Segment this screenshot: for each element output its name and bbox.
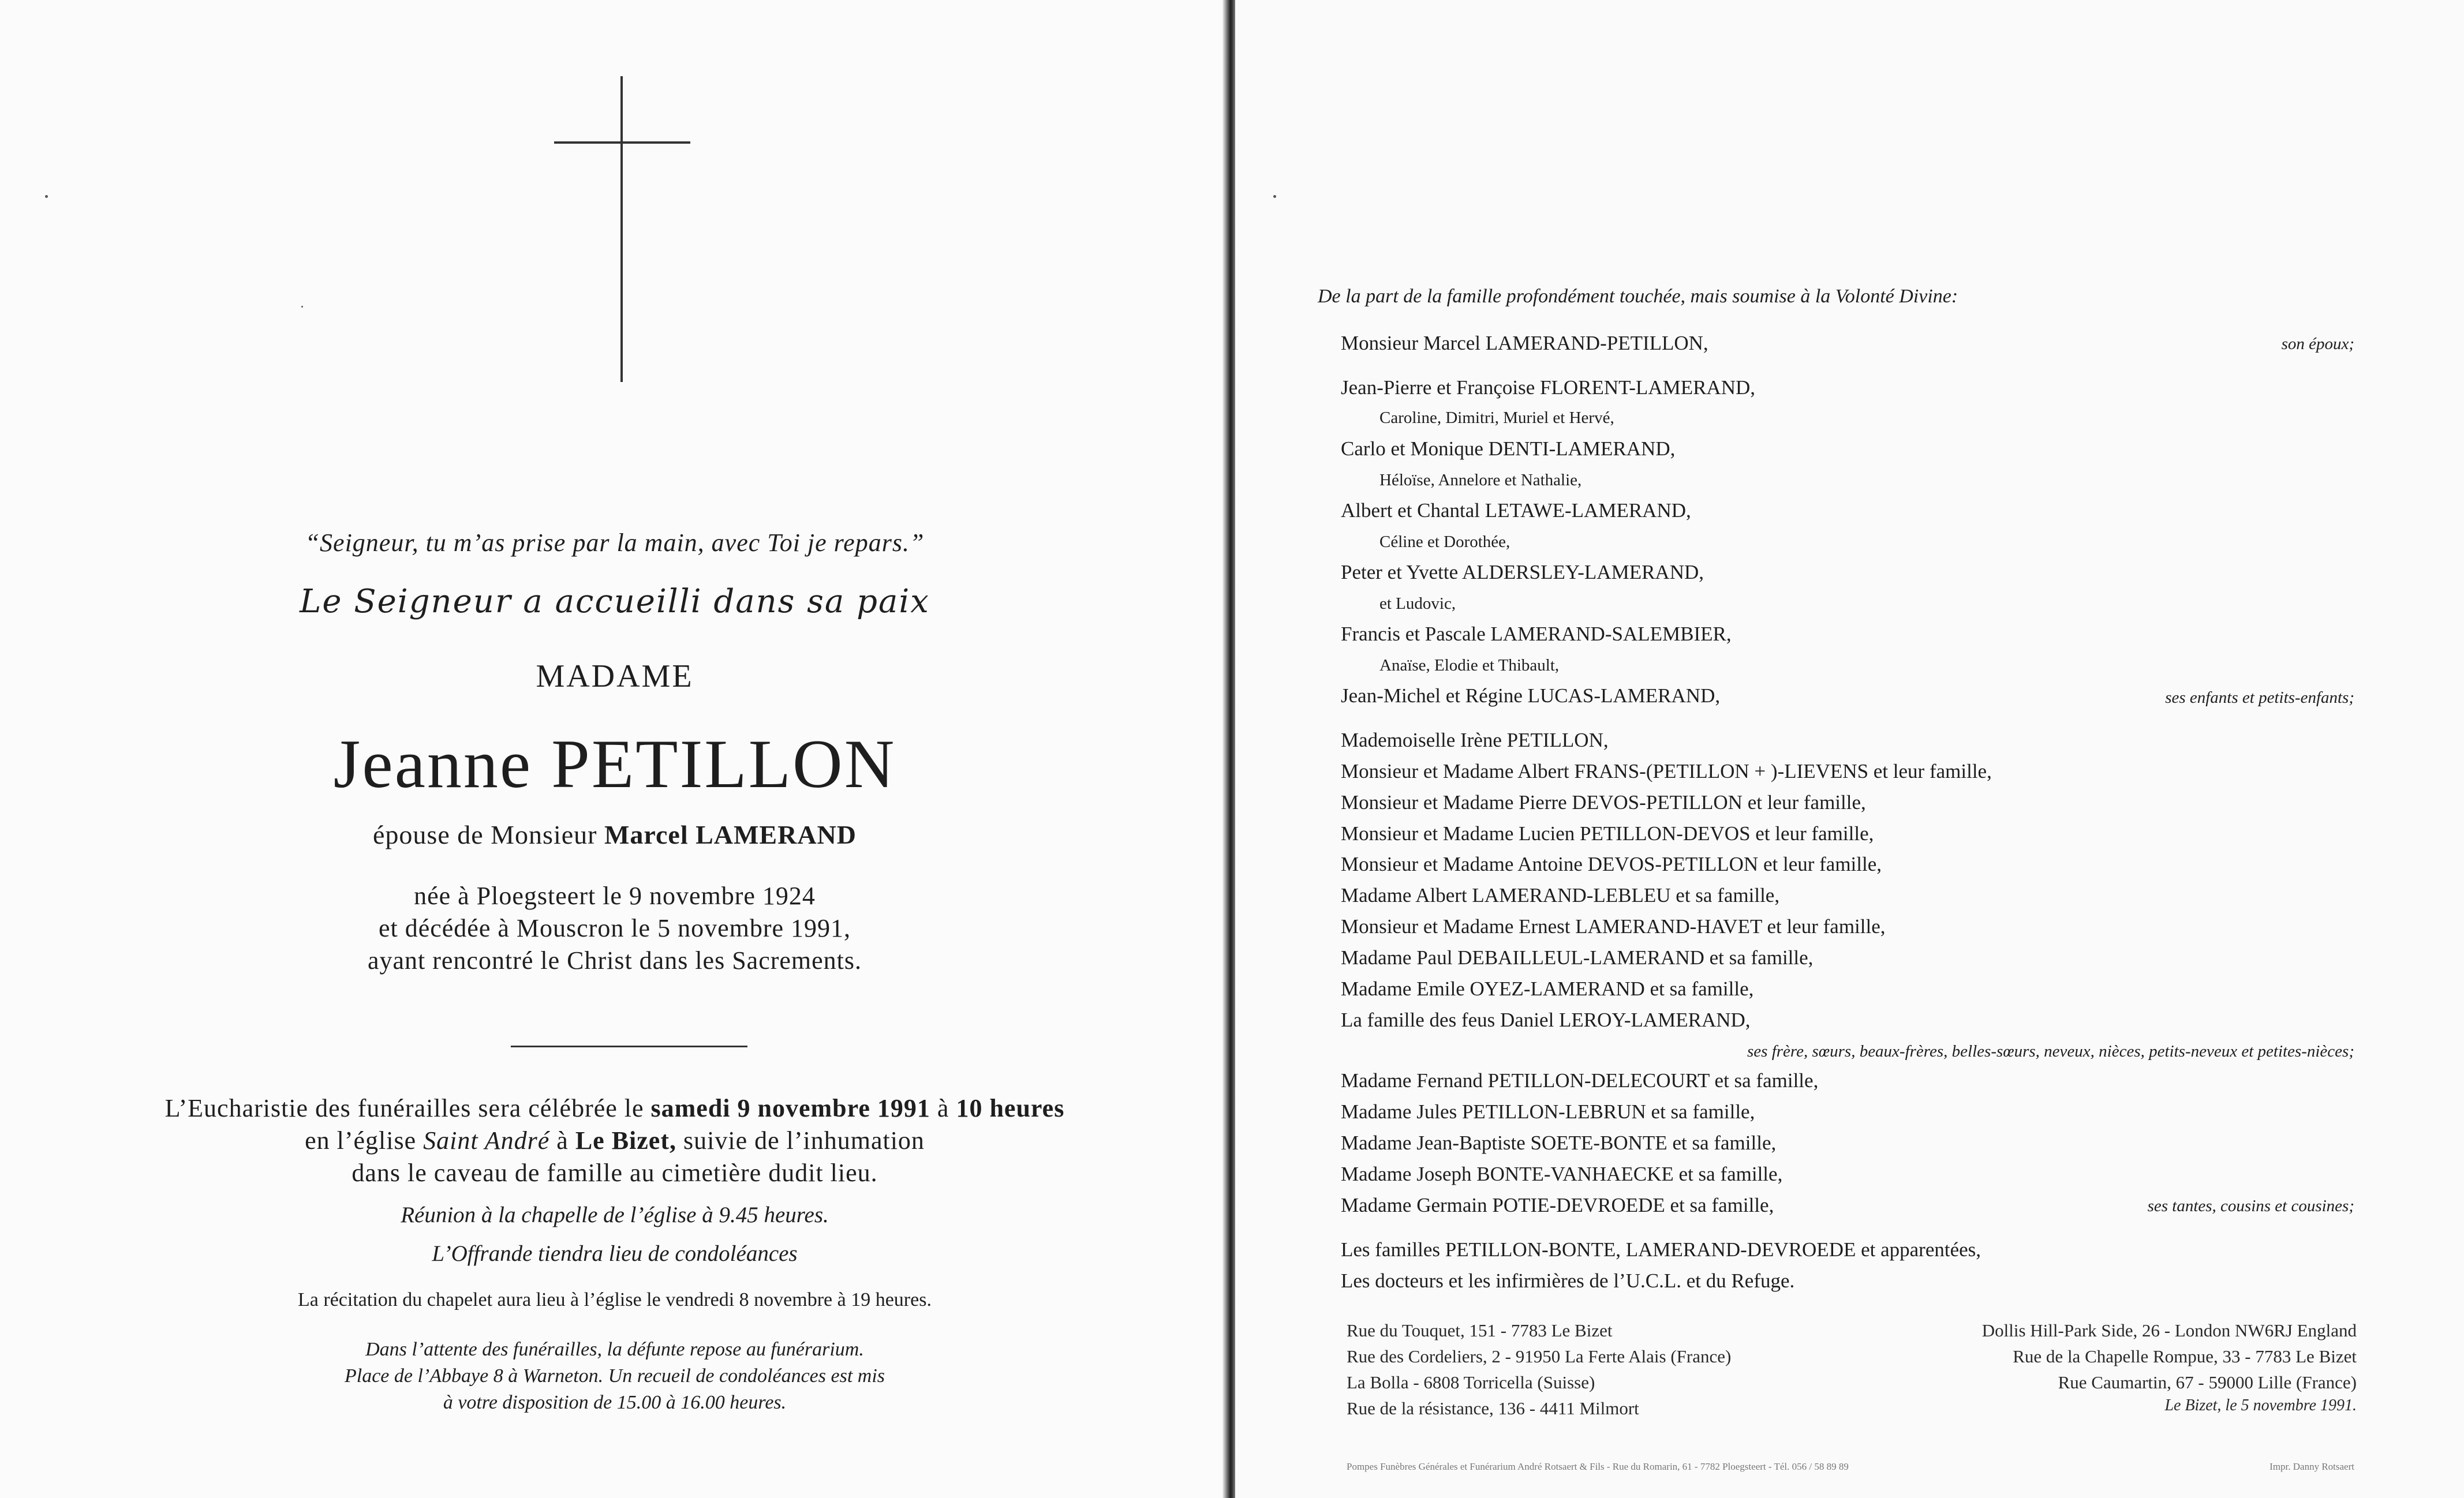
aunt-entry: Madame Fernand PETILLON-DELECOURT et sa famille, xyxy=(1341,1069,1819,1092)
child-couple: Jean-Michel et Régine LUCAS-LAMERAND, xyxy=(1341,684,1721,707)
speck xyxy=(301,306,303,308)
spouse-entry: Monsieur Marcel LAMERAND-PETILLON, xyxy=(1341,332,1708,354)
aunts-relation: ses tantes, cousins et cousines; xyxy=(2147,1197,2354,1215)
child-couple: Carlo et Monique DENTI-LAMERAND, xyxy=(1341,437,1676,460)
address: Dollis Hill-Park Side, 26 - London NW6RJ England xyxy=(1981,1320,2357,1340)
child-couple: Jean-Pierre et Françoise FLORENT-LAMERAND, xyxy=(1341,376,1756,399)
text: L’Eucharistie des funérailles sera célébrée le xyxy=(164,1094,651,1122)
divider xyxy=(511,1046,747,1047)
address: La Bolla - 6808 Torricella (Suisse) xyxy=(1347,1372,1595,1392)
address: Rue de la Chapelle Rompue, 33 - 7783 Le Bizet xyxy=(2013,1346,2357,1366)
sibling-entry: Monsieur et Madame Ernest LAMERAND-HAVET et leur famille, xyxy=(1341,915,1886,938)
bio-block xyxy=(0,880,1229,977)
text: à xyxy=(549,1126,575,1155)
church: Saint André xyxy=(423,1126,550,1155)
spouse-prefix: épouse de Monsieur xyxy=(373,820,604,849)
euch-line3: dans le caveau de famille au cimetière dudit lieu. xyxy=(352,1159,878,1187)
sibling-entry: Madame Paul DEBAILLEUL-LAMERAND et sa famille, xyxy=(1341,946,1814,969)
deceased-name: Jeanne PETILLON xyxy=(333,725,896,802)
grandchildren: Anaïse, Elodie et Thibault, xyxy=(1379,656,1560,675)
sibling-entry: Mademoiselle Irène PETILLON, xyxy=(1341,729,1609,751)
sibling-entry: Monsieur et Madame Albert FRANS-(PETILLON + )-LIEVENS et leur famille, xyxy=(1341,760,1992,782)
spouse-line xyxy=(0,819,1229,850)
place-date: Le Bizet, le 5 novembre 1991. xyxy=(2164,1396,2357,1414)
place: Le Bizet, xyxy=(575,1126,676,1155)
sibling-entry: La famille des feus Daniel LEROY-LAMERAND, xyxy=(1341,1009,1751,1031)
aunt-entry: Madame Jean-Baptiste SOETE-BONTE et sa famille, xyxy=(1341,1132,1777,1154)
chapelet: La récitation du chapelet aura lieu à l’église le vendredi 8 novembre à 19 heures. xyxy=(298,1289,932,1310)
other-entry: Les familles PETILLON-BONTE, LAMERAND-DEVROEDE et apparentées, xyxy=(1341,1238,1981,1261)
reunion: Réunion à la chapelle de l’église à 9.45 heures. xyxy=(401,1203,829,1227)
spouse-relation: son époux; xyxy=(2281,335,2354,353)
sibling-entry: Madame Albert LAMERAND-LEBLEU et sa famille, xyxy=(1341,884,1780,907)
children-relation: ses enfants et petits-enfants; xyxy=(2165,688,2354,707)
sibling-entry: Monsieur et Madame Lucien PETILLON-DEVOS et leur famille, xyxy=(1341,822,1874,845)
madame-title: MADAME xyxy=(536,658,694,694)
child-couple: Albert et Chantal LETAWE-LAMERAND, xyxy=(1341,499,1691,522)
aunt-entry: Madame Jules PETILLON-LEBRUN et sa famille, xyxy=(1341,1100,1755,1123)
address: Rue Caumartin, 67 - 59000 Lille (France) xyxy=(2058,1372,2357,1392)
text: à xyxy=(930,1094,956,1122)
eucharistie-block xyxy=(0,1092,1229,1189)
grandchildren: Céline et Dorothée, xyxy=(1379,533,1510,551)
bio-line: née à Ploegsteert le 9 novembre 1924 xyxy=(414,882,816,910)
child-couple: Peter et Yvette ALDERSLEY-LAMERAND, xyxy=(1341,561,1704,583)
aunt-entry: Madame Joseph BONTE-VANHAECKE et sa famille, xyxy=(1341,1163,1783,1185)
quote: “Seigneur, tu m’as prise par la main, avec Toi je repars.” xyxy=(305,529,925,557)
attente-line: à votre disposition de 15.00 à 16.00 heures. xyxy=(443,1392,787,1413)
sibling-entry: Monsieur et Madame Antoine DEVOS-PETILLON et leur famille, xyxy=(1341,853,1882,875)
offrande: L’Offrande tiendra lieu de condoléances xyxy=(432,1241,798,1266)
left-page xyxy=(0,0,1229,1498)
address: Rue de la résistance, 136 - 4411 Milmort xyxy=(1347,1398,1639,1418)
text: suivie de l’inhumation xyxy=(676,1126,925,1155)
text: en l’église xyxy=(305,1126,424,1155)
cross-icon-bar xyxy=(554,141,690,144)
script-line: Le Seigneur a accueilli dans sa paix xyxy=(300,583,930,620)
grandchildren: Héloïse, Annelore et Nathalie, xyxy=(1379,471,1582,489)
bio-line: et décédée à Mouscron le 5 novembre 1991, xyxy=(378,914,851,942)
other-entry: Les docteurs et les infirmières de l’U.C.L. et du Refuge. xyxy=(1341,1269,1795,1292)
date: samedi 9 novembre 1991 xyxy=(650,1094,930,1122)
address: Rue des Cordeliers, 2 - 91950 La Ferte Alais (France) xyxy=(1347,1346,1732,1366)
siblings-relation: ses frère, sœurs, beaux-frères, belles-sœurs, neveux, nièces, petits-neveux et petites-nièces; xyxy=(1747,1042,2354,1061)
grandchildren: Caroline, Dimitri, Muriel et Hervé, xyxy=(1379,409,1614,427)
bio-line: ayant rencontré le Christ dans les Sacrements. xyxy=(367,946,862,975)
attente-line: Dans l’attente des funérailles, la défunte repose au funérarium. xyxy=(365,1339,864,1360)
attente-block xyxy=(0,1336,1229,1416)
euch-line2 xyxy=(0,1125,1229,1157)
address: Rue du Touquet, 151 - 7783 Le Bizet xyxy=(1347,1320,1613,1340)
speck xyxy=(45,195,48,198)
child-couple: Francis et Pascale LAMERAND-SALEMBIER, xyxy=(1341,623,1732,645)
time: 10 heures xyxy=(956,1094,1065,1122)
family-intro: De la part de la famille profondément touchée, mais soumise à la Volonté Divine: xyxy=(1318,286,1958,307)
speck xyxy=(1273,195,1276,198)
sibling-entry: Madame Emile OYEZ-LAMERAND et sa famille, xyxy=(1341,978,1754,1000)
euch-line1 xyxy=(0,1092,1229,1125)
grandchildren: et Ludovic, xyxy=(1379,594,1456,613)
funeral-home-footer: Pompes Funèbres Générales et Funérarium André Rotsaert & Fils - Rue du Romarin, 61 - 7782 Ploegsteert - Tél. 056 / 58 89 89 xyxy=(1347,1461,1849,1472)
attente-line: Place de l’Abbaye 8 à Warneton. Un recueil de condoléances est mis xyxy=(345,1365,885,1387)
printer-footer: Impr. Danny Rotsaert xyxy=(2269,1461,2354,1472)
aunt-entry: Madame Germain POTIE-DEVROEDE et sa famille, xyxy=(1341,1194,1774,1216)
cross-icon xyxy=(620,76,623,382)
spouse-name: Marcel LAMERAND xyxy=(604,820,857,849)
sibling-entry: Monsieur et Madame Pierre DEVOS-PETILLON et leur famille, xyxy=(1341,791,1866,814)
